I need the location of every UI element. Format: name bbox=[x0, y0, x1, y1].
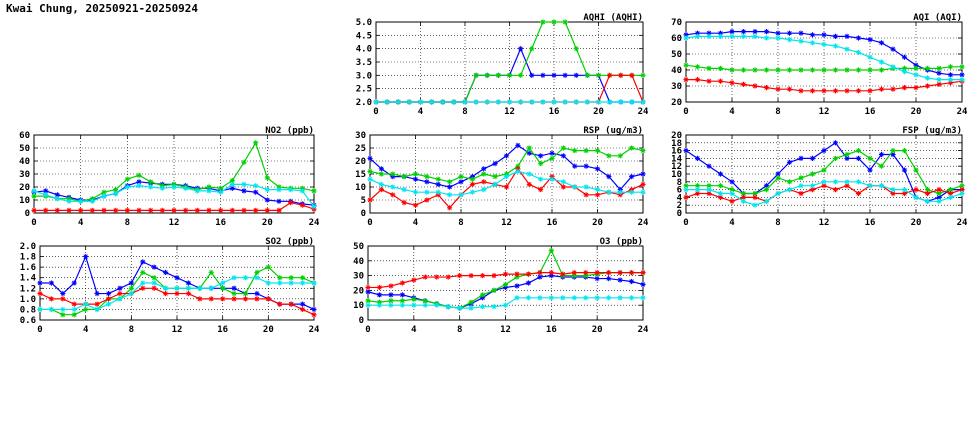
svg-text:0: 0 bbox=[360, 209, 366, 219]
svg-text:16: 16 bbox=[671, 146, 682, 157]
svg-text:20: 20 bbox=[910, 107, 922, 117]
svg-text:8: 8 bbox=[458, 218, 464, 228]
chart-panel-o3 bbox=[336, 236, 651, 338]
svg-text:8: 8 bbox=[676, 177, 682, 188]
svg-text:3.0: 3.0 bbox=[355, 71, 372, 82]
svg-text:16: 16 bbox=[545, 325, 557, 335]
svg-text:16: 16 bbox=[215, 218, 227, 228]
svg-text:12: 12 bbox=[671, 162, 682, 173]
svg-text:20: 20 bbox=[353, 286, 364, 297]
svg-text:14: 14 bbox=[671, 154, 682, 165]
svg-text:0: 0 bbox=[683, 107, 689, 117]
chart-panel-so2 bbox=[2, 236, 322, 338]
svg-text:10: 10 bbox=[19, 196, 30, 206]
svg-text:4: 4 bbox=[417, 107, 424, 117]
svg-text:24: 24 bbox=[637, 218, 649, 228]
svg-text:16: 16 bbox=[864, 218, 876, 228]
page-title: Kwai Chung, 20250921-20250924 bbox=[6, 2, 199, 15]
svg-text:12: 12 bbox=[168, 218, 180, 228]
svg-text:4: 4 bbox=[77, 218, 84, 228]
svg-text:24: 24 bbox=[308, 218, 320, 228]
svg-text:24: 24 bbox=[956, 218, 968, 228]
svg-text:0: 0 bbox=[676, 209, 682, 219]
svg-text:50: 50 bbox=[19, 144, 30, 154]
svg-text:1.0: 1.0 bbox=[19, 294, 36, 305]
svg-text:20: 20 bbox=[593, 107, 604, 117]
svg-text:1.2: 1.2 bbox=[19, 284, 36, 295]
svg-text:O3 (ppb): O3 (ppb) bbox=[599, 237, 643, 247]
svg-text:6: 6 bbox=[676, 185, 682, 196]
svg-text:0.6: 0.6 bbox=[19, 316, 36, 326]
svg-text:25: 25 bbox=[355, 144, 366, 154]
svg-text:4: 4 bbox=[729, 107, 735, 117]
svg-text:50: 50 bbox=[671, 50, 682, 60]
svg-text:8: 8 bbox=[462, 107, 468, 117]
svg-text:20: 20 bbox=[671, 131, 682, 141]
svg-text:1.4: 1.4 bbox=[19, 273, 36, 284]
svg-text:24: 24 bbox=[637, 325, 649, 335]
svg-text:30: 30 bbox=[19, 170, 30, 180]
svg-text:12: 12 bbox=[171, 325, 183, 335]
svg-text:24: 24 bbox=[637, 107, 649, 117]
svg-text:AQHI (AQHI): AQHI (AQHI) bbox=[583, 13, 643, 23]
chart-panel-no2 bbox=[2, 125, 322, 231]
svg-text:8: 8 bbox=[775, 107, 781, 117]
svg-text:20: 20 bbox=[671, 98, 682, 108]
svg-text:2.5: 2.5 bbox=[355, 84, 372, 95]
svg-text:2.0: 2.0 bbox=[355, 98, 372, 108]
svg-text:5: 5 bbox=[360, 196, 366, 206]
svg-text:12: 12 bbox=[500, 325, 511, 335]
svg-text:20: 20 bbox=[591, 325, 603, 335]
svg-text:0: 0 bbox=[373, 107, 379, 117]
svg-text:8: 8 bbox=[124, 218, 131, 228]
svg-text:4: 4 bbox=[82, 325, 89, 335]
svg-text:70: 70 bbox=[671, 18, 682, 28]
svg-text:3.5: 3.5 bbox=[355, 58, 372, 68]
svg-text:1.6: 1.6 bbox=[19, 263, 36, 274]
svg-text:16: 16 bbox=[546, 218, 558, 228]
svg-text:15: 15 bbox=[355, 170, 366, 180]
svg-text:4: 4 bbox=[676, 193, 682, 204]
svg-text:20: 20 bbox=[592, 218, 603, 228]
svg-text:16: 16 bbox=[864, 107, 876, 117]
svg-text:40: 40 bbox=[671, 66, 682, 76]
svg-text:4.5: 4.5 bbox=[355, 31, 372, 42]
svg-text:2.0: 2.0 bbox=[19, 242, 36, 252]
svg-text:20: 20 bbox=[355, 157, 366, 167]
svg-text:1.8: 1.8 bbox=[19, 252, 36, 263]
svg-text:8: 8 bbox=[775, 218, 781, 228]
svg-text:0: 0 bbox=[365, 325, 371, 335]
svg-text:4: 4 bbox=[412, 218, 419, 228]
svg-text:12: 12 bbox=[818, 218, 830, 228]
svg-text:0: 0 bbox=[367, 218, 373, 228]
svg-text:4: 4 bbox=[411, 325, 417, 335]
svg-text:20: 20 bbox=[19, 183, 30, 193]
chart-panel-aqi bbox=[652, 12, 970, 120]
svg-text:12: 12 bbox=[504, 107, 515, 117]
svg-text:8: 8 bbox=[456, 325, 463, 335]
svg-text:60: 60 bbox=[19, 131, 30, 141]
svg-text:10: 10 bbox=[353, 301, 364, 312]
svg-text:24: 24 bbox=[956, 107, 968, 117]
svg-text:50: 50 bbox=[353, 242, 364, 252]
svg-text:18: 18 bbox=[671, 138, 682, 149]
chart-panel-fsp bbox=[652, 125, 970, 231]
svg-text:30: 30 bbox=[355, 131, 366, 141]
svg-text:10: 10 bbox=[355, 183, 366, 193]
svg-text:16: 16 bbox=[217, 325, 229, 335]
svg-text:20: 20 bbox=[261, 218, 273, 228]
svg-text:FSP (ug/m3): FSP (ug/m3) bbox=[902, 126, 962, 136]
svg-text:30: 30 bbox=[671, 82, 682, 92]
svg-text:AQI (AQI): AQI (AQI) bbox=[913, 13, 962, 23]
svg-text:0: 0 bbox=[358, 316, 364, 326]
svg-text:8: 8 bbox=[128, 325, 135, 335]
svg-text:24: 24 bbox=[308, 325, 320, 335]
svg-text:12: 12 bbox=[818, 107, 830, 117]
svg-text:NO2 (ppb): NO2 (ppb) bbox=[265, 126, 314, 136]
svg-text:30: 30 bbox=[353, 271, 364, 282]
svg-text:0: 0 bbox=[31, 218, 37, 228]
svg-text:20: 20 bbox=[262, 325, 274, 335]
svg-text:0: 0 bbox=[683, 218, 689, 228]
svg-text:2: 2 bbox=[676, 201, 682, 212]
chart-panel-rsp bbox=[336, 125, 651, 231]
svg-text:10: 10 bbox=[671, 170, 682, 180]
svg-text:0.8: 0.8 bbox=[19, 305, 36, 316]
svg-text:16: 16 bbox=[548, 107, 560, 117]
svg-text:40: 40 bbox=[19, 157, 30, 167]
svg-text:4: 4 bbox=[729, 218, 735, 228]
chart-panel-aqhi bbox=[336, 12, 651, 120]
svg-text:0: 0 bbox=[24, 209, 30, 219]
svg-text:60: 60 bbox=[671, 34, 682, 44]
svg-text:4.0: 4.0 bbox=[355, 44, 372, 55]
svg-text:RSP (ug/m3): RSP (ug/m3) bbox=[583, 126, 643, 136]
svg-text:0: 0 bbox=[37, 325, 43, 335]
svg-text:12: 12 bbox=[501, 218, 512, 228]
svg-text:5.0: 5.0 bbox=[355, 18, 372, 28]
svg-text:20: 20 bbox=[910, 218, 922, 228]
svg-text:40: 40 bbox=[353, 256, 364, 267]
svg-text:SO2 (ppb): SO2 (ppb) bbox=[265, 237, 314, 247]
